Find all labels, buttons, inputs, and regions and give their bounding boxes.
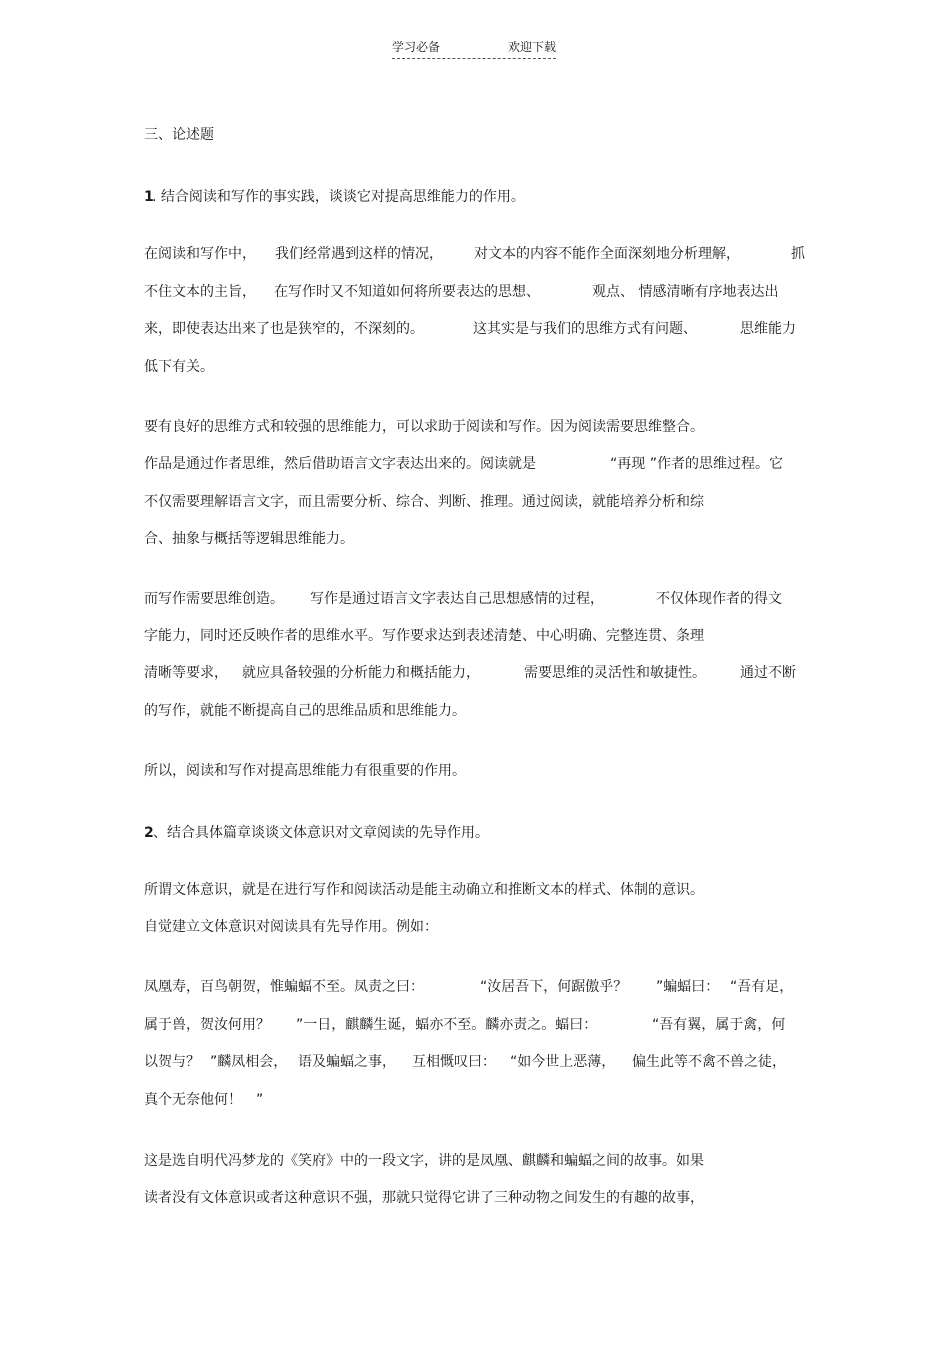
- text-segment: 属于兽，贺汝何用？: [144, 1017, 270, 1033]
- paragraph-line: 字能力，同时还反映作者的思维水平。写作要求达到表述清楚、中心明确、完整连贯、条理: [144, 628, 704, 644]
- text-segment: 对文本的内容不能作全面深刻地分析理解，: [474, 246, 740, 262]
- paragraph-line: 合、抽象与概括等逻辑思维能力。: [144, 531, 354, 547]
- text-segment: 清晰等要求，: [144, 665, 228, 681]
- text-segment: ”麟凤相会，: [210, 1054, 288, 1070]
- paragraph-line: 不仅需要理解语言文字，而且需要分析、综合、判断、推理。通过阅读，就能培养分析和综: [144, 494, 704, 510]
- question-1-number: 1: [144, 189, 154, 205]
- text-segment: 凤凰寿，百鸟朝贺，惟蝙蝠不至。凤责之曰：: [144, 979, 424, 995]
- text-segment: 写作是通过语言文字表达自己思想感情的过程，: [310, 591, 604, 607]
- text-segment: 来，即使表达出来了也是狭窄的，不深刻的。: [144, 321, 424, 337]
- text-segment: “如今世上恶薄，: [510, 1054, 616, 1070]
- text-segment: 通过不断: [740, 665, 796, 681]
- text-segment: 抓: [791, 246, 805, 262]
- text-segment: 就应具备较强的分析能力和概括能力，: [242, 665, 480, 681]
- text-segment: ”蝙蝠曰：: [656, 979, 720, 995]
- text-segment: 语及蝙蝠之事，: [298, 1054, 396, 1070]
- paragraph-line: 所以，阅读和写作对提高思维能力有很重要的作用。: [144, 763, 466, 779]
- paragraph-line: 的写作，就能不断提高自己的思维品质和思维能力。: [144, 703, 466, 719]
- text-segment: “吾有翼，属于禽，何: [652, 1017, 786, 1033]
- text-segment: “再现 ”作者的思维过程。它: [610, 456, 783, 472]
- text-segment: 互相慨叹曰：: [412, 1054, 496, 1070]
- text-segment: “吾有足，: [730, 979, 794, 995]
- question-1-text: . 结合阅读和写作的事实践，谈谈它对提高思维能力的作用。: [152, 189, 525, 205]
- text-segment: 作品是通过作者思维，然后借助语言文字表达出来的。阅读就是: [144, 456, 536, 472]
- paragraph-line: 这是选自明代冯梦龙的《笑府》中的一段文字，讲的是凤凰、麒麟和蝙蝠之间的故事。如果: [144, 1153, 704, 1169]
- text-segment: 偏生此等不禽不兽之徒，: [632, 1054, 786, 1070]
- question-2-text: 、结合具体篇章谈谈文体意识对文章阅读的先导作用。: [153, 825, 489, 841]
- text-segment: 不住文本的主旨，: [144, 284, 256, 300]
- text-segment: 以贺与？: [144, 1054, 200, 1070]
- text-segment: 我们经常遇到这样的情况，: [275, 246, 443, 262]
- text-segment: 思维能力: [740, 321, 796, 337]
- paragraph-line: 要有良好的思维方式和较强的思维能力，可以求助于阅读和写作。因为阅读需要思维整合。: [144, 419, 704, 435]
- paragraph-line: 读者没有文体意识或者这种意识不强，那就只觉得它讲了三种动物之间发生的有趣的故事，: [144, 1190, 704, 1206]
- paragraph-line: 低下有关。: [144, 359, 214, 375]
- text-segment: ”一日，麒麟生诞，蝠亦不至。麟亦责之。蝠曰：: [296, 1017, 598, 1033]
- header-right-text: 欢迎下载: [507, 40, 556, 54]
- text-segment: 这其实是与我们的思维方式有问题、: [473, 321, 697, 337]
- text-segment: 在阅读和写作中，: [144, 246, 256, 262]
- text-segment: “汝居吾下，何踞傲乎？: [480, 979, 628, 995]
- text-segment: 在写作时又不知道如何将所要表达的思想、: [274, 284, 540, 300]
- page-header: [392, 40, 556, 59]
- paragraph-line: 所谓文体意识，就是在进行写作和阅读活动是能主动确立和推断文本的样式、体制的意识。: [144, 882, 704, 898]
- section-title: 三、论述题: [144, 127, 214, 143]
- header-left-text: 学习必备: [392, 40, 441, 54]
- text-segment: 而写作需要思维创造。: [144, 591, 284, 607]
- question-2-number: 2: [144, 825, 154, 841]
- text-segment: 不仅体现作者的得文: [656, 591, 782, 607]
- paragraph-line: 真个无奈他何！ ”: [144, 1092, 264, 1108]
- paragraph-line: 自觉建立文体意识对阅读具有先导作用。例如：: [144, 919, 438, 935]
- text-segment: 需要思维的灵活性和敏捷性。: [524, 665, 706, 681]
- text-segment: 观点、 情感清晰有序地表达出: [592, 284, 779, 300]
